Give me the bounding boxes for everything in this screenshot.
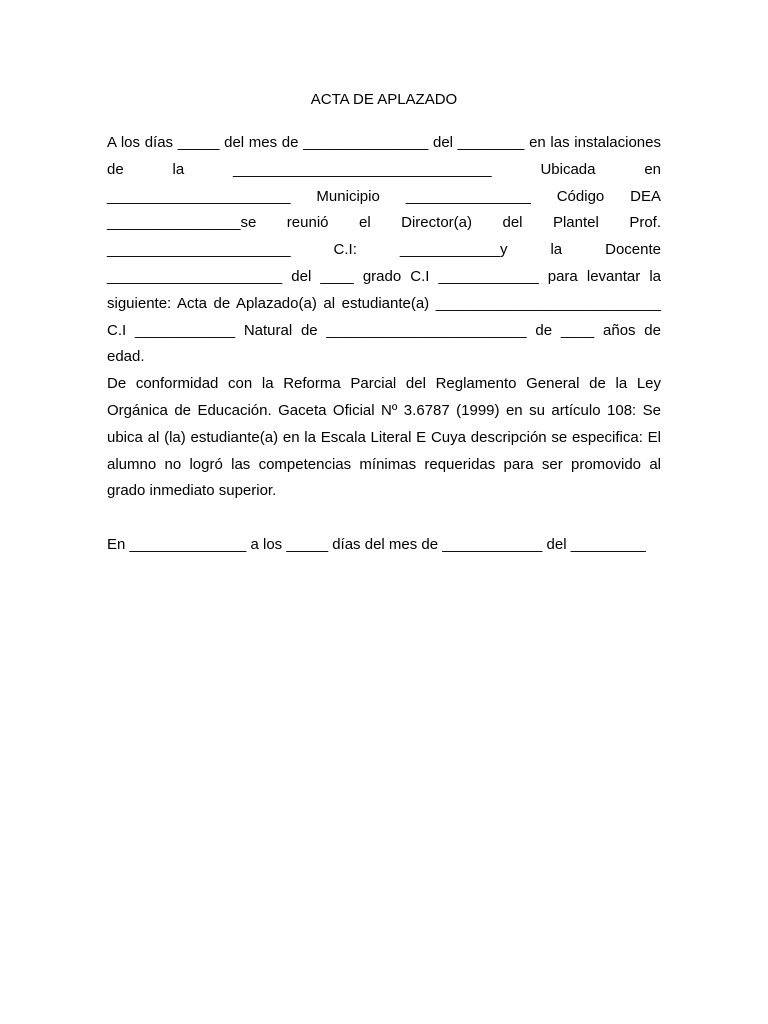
paragraph-closing: En ______________ a los _____ días del mes de ____________ del _________ xyxy=(107,535,646,553)
blank-spacer xyxy=(107,505,661,532)
document-title: ACTA DE APLAZADO xyxy=(310,91,458,108)
paragraph-legal-basis: De conformidad con la Reforma Parcial del Reglamento General de la Ley Orgánica de Educación. Gaceta Oficial Nº 3.6787 (1999) en su artículo 108: Se ubica al (la) estudiante(a) en la Escala Literal E Cuya descripción se especifica: El alumno no logró las competencias mínimas requeridas para ser promovido al grado inmediato superior. xyxy=(107,375,661,500)
paragraph-act-details: A los días _____ del mes de _______________ del ________ en las instalaciones de la _______________________________ Ubicada en ______________________ Municipio _______________ Código DEA ________________se reunió el Director(a) del Plantel Prof. ______________________ C.I: ____________y la Docente _____________________ del ____ grado C.I ____________ para levantar la siguiente: Acta de Aplazado(a) al estudiante(a) ___________________________ C.I ____________ Natural de ________________________ de ____ años de edad. xyxy=(107,134,661,366)
document-page xyxy=(107,88,661,559)
